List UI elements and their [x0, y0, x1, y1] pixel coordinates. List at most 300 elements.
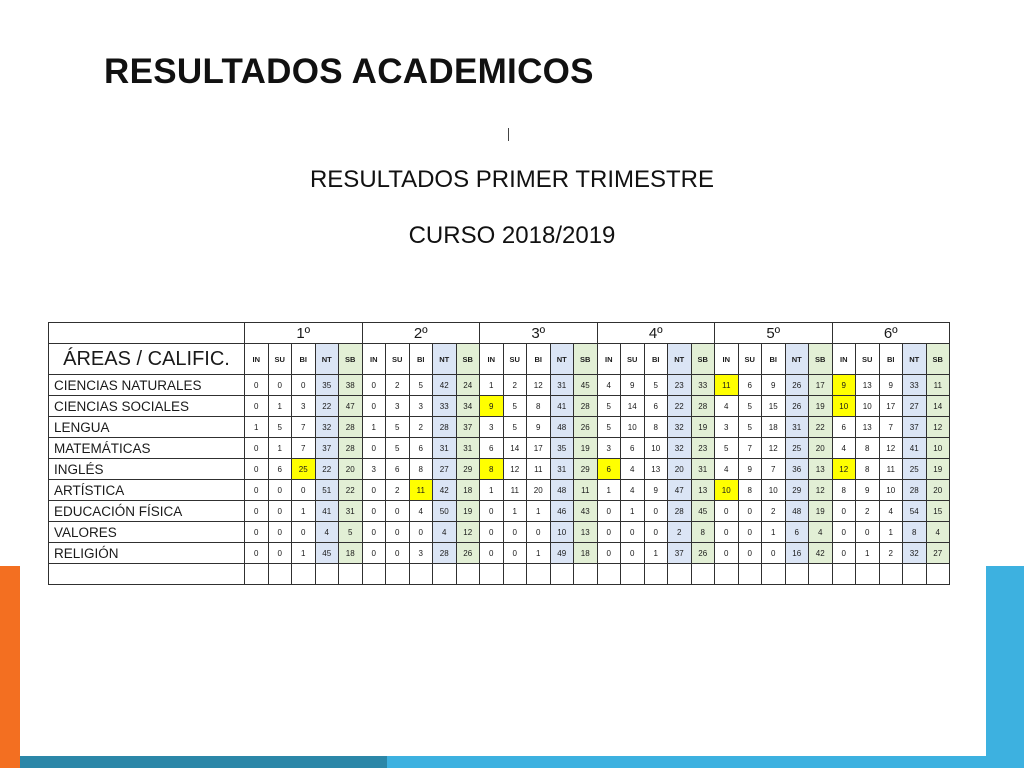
area-label: ARTÍSTICA: [49, 480, 245, 501]
value-cell: 0: [362, 396, 386, 417]
value-cell: 31: [785, 417, 809, 438]
value-cell: 50: [433, 501, 457, 522]
value-cell: 1: [527, 501, 551, 522]
slide-title: RESULTADOS ACADEMICOS: [104, 52, 594, 91]
table-row: [49, 459, 950, 480]
value-cell: 3: [362, 459, 386, 480]
code-header-sb: SB: [691, 344, 715, 375]
value-cell: 8: [738, 480, 762, 501]
value-cell: 2: [762, 501, 786, 522]
area-label: INGLÉS: [49, 459, 245, 480]
value-cell: 6: [597, 459, 621, 480]
value-cell: 1: [292, 543, 316, 564]
value-cell: 10: [644, 438, 668, 459]
value-cell: 8: [903, 522, 927, 543]
value-cell: 0: [738, 522, 762, 543]
code-header-bi: BI: [879, 344, 903, 375]
value-cell: 0: [268, 375, 292, 396]
column-header-row: [49, 344, 950, 375]
empty-cell: [597, 564, 621, 585]
value-cell: 1: [245, 417, 269, 438]
value-cell: 51: [315, 480, 339, 501]
value-cell: 10: [856, 396, 880, 417]
empty-cell: [926, 564, 950, 585]
value-cell: 4: [409, 501, 433, 522]
value-cell: 0: [245, 396, 269, 417]
value-cell: 38: [339, 375, 363, 396]
value-cell: 5: [738, 396, 762, 417]
value-cell: 1: [362, 417, 386, 438]
table-row: [49, 438, 950, 459]
value-cell: 22: [809, 417, 833, 438]
value-cell: 17: [879, 396, 903, 417]
value-cell: 6: [644, 396, 668, 417]
value-cell: 31: [550, 375, 574, 396]
value-cell: 41: [315, 501, 339, 522]
value-cell: 14: [926, 396, 950, 417]
value-cell: 37: [903, 417, 927, 438]
value-cell: 15: [762, 396, 786, 417]
value-cell: 12: [879, 438, 903, 459]
value-cell: 1: [879, 522, 903, 543]
value-cell: 7: [292, 438, 316, 459]
value-cell: 0: [292, 522, 316, 543]
value-cell: 5: [339, 522, 363, 543]
table-row: [49, 522, 950, 543]
empty-cell: [433, 564, 457, 585]
value-cell: 0: [245, 501, 269, 522]
code-header-sb: SB: [456, 344, 480, 375]
value-cell: 12: [762, 438, 786, 459]
value-cell: 47: [668, 480, 692, 501]
value-cell: 0: [268, 480, 292, 501]
value-cell: 4: [621, 459, 645, 480]
value-cell: 0: [644, 501, 668, 522]
empty-cell: [456, 564, 480, 585]
value-cell: 26: [691, 543, 715, 564]
value-cell: 10: [879, 480, 903, 501]
value-cell: 9: [762, 375, 786, 396]
value-cell: 10: [550, 522, 574, 543]
value-cell: 9: [480, 396, 504, 417]
value-cell: 41: [903, 438, 927, 459]
code-header-su: SU: [621, 344, 645, 375]
code-header-nt: NT: [785, 344, 809, 375]
value-cell: 0: [362, 522, 386, 543]
code-header-sb: SB: [339, 344, 363, 375]
area-label: VALORES: [49, 522, 245, 543]
value-cell: 20: [339, 459, 363, 480]
grade-header-row: [49, 323, 950, 344]
value-cell: 42: [809, 543, 833, 564]
value-cell: 0: [480, 543, 504, 564]
table-row: [49, 480, 950, 501]
value-cell: 54: [903, 501, 927, 522]
value-cell: 22: [339, 480, 363, 501]
value-cell: 20: [527, 480, 551, 501]
value-cell: 20: [809, 438, 833, 459]
value-cell: 10: [762, 480, 786, 501]
value-cell: 1: [268, 396, 292, 417]
code-header-su: SU: [856, 344, 880, 375]
value-cell: 47: [339, 396, 363, 417]
code-header-bi: BI: [292, 344, 316, 375]
table-row: [49, 396, 950, 417]
value-cell: 6: [832, 417, 856, 438]
value-cell: 0: [409, 522, 433, 543]
value-cell: 45: [574, 375, 598, 396]
value-cell: 7: [292, 417, 316, 438]
value-cell: 3: [292, 396, 316, 417]
value-cell: 41: [550, 396, 574, 417]
value-cell: 3: [386, 396, 410, 417]
value-cell: 31: [550, 459, 574, 480]
empty-cell: [715, 564, 739, 585]
value-cell: 0: [362, 375, 386, 396]
value-cell: 0: [832, 543, 856, 564]
empty-cell: [621, 564, 645, 585]
empty-cell: [644, 564, 668, 585]
code-header-su: SU: [268, 344, 292, 375]
value-cell: 1: [480, 480, 504, 501]
value-cell: 4: [715, 396, 739, 417]
empty-cell: [315, 564, 339, 585]
code-header-sb: SB: [926, 344, 950, 375]
code-header-in: IN: [480, 344, 504, 375]
empty-row: [49, 564, 950, 585]
value-cell: 7: [738, 438, 762, 459]
value-cell: 5: [503, 396, 527, 417]
value-cell: 8: [480, 459, 504, 480]
empty-cell: [785, 564, 809, 585]
value-cell: 4: [315, 522, 339, 543]
value-cell: 2: [856, 501, 880, 522]
value-cell: 0: [292, 480, 316, 501]
empty-cell: [386, 564, 410, 585]
value-cell: 13: [691, 480, 715, 501]
value-cell: 27: [903, 396, 927, 417]
value-cell: 43: [574, 501, 598, 522]
value-cell: 10: [715, 480, 739, 501]
value-cell: 0: [362, 480, 386, 501]
value-cell: 5: [644, 375, 668, 396]
value-cell: 0: [480, 522, 504, 543]
empty-cell: [762, 564, 786, 585]
grade-header-1: 1º: [245, 323, 363, 344]
value-cell: 45: [691, 501, 715, 522]
code-header-su: SU: [386, 344, 410, 375]
value-cell: 25: [785, 438, 809, 459]
value-cell: 11: [715, 375, 739, 396]
value-cell: 5: [386, 438, 410, 459]
value-cell: 26: [574, 417, 598, 438]
value-cell: 0: [480, 501, 504, 522]
value-cell: 2: [879, 543, 903, 564]
code-header-nt: NT: [903, 344, 927, 375]
value-cell: 28: [433, 543, 457, 564]
value-cell: 45: [315, 543, 339, 564]
value-cell: 32: [668, 438, 692, 459]
value-cell: 7: [762, 459, 786, 480]
table-row: [49, 375, 950, 396]
value-cell: 1: [597, 480, 621, 501]
value-cell: 37: [456, 417, 480, 438]
value-cell: 46: [550, 501, 574, 522]
value-cell: 19: [574, 438, 598, 459]
value-cell: 0: [268, 501, 292, 522]
value-cell: 28: [574, 396, 598, 417]
value-cell: 11: [926, 375, 950, 396]
value-cell: 1: [268, 438, 292, 459]
value-cell: 9: [832, 375, 856, 396]
value-cell: 6: [785, 522, 809, 543]
value-cell: 3: [409, 543, 433, 564]
grade-header-4: 4º: [597, 323, 715, 344]
value-cell: 22: [315, 396, 339, 417]
value-cell: 3: [480, 417, 504, 438]
value-cell: 14: [621, 396, 645, 417]
value-cell: 0: [597, 543, 621, 564]
value-cell: 32: [668, 417, 692, 438]
value-cell: 29: [785, 480, 809, 501]
value-cell: 12: [926, 417, 950, 438]
value-cell: 29: [456, 459, 480, 480]
value-cell: 8: [527, 396, 551, 417]
value-cell: 18: [762, 417, 786, 438]
value-cell: 0: [362, 438, 386, 459]
table-row: [49, 417, 950, 438]
grade-header-5: 5º: [715, 323, 833, 344]
value-cell: 2: [386, 480, 410, 501]
value-cell: 17: [809, 375, 833, 396]
value-cell: 6: [480, 438, 504, 459]
value-cell: 14: [503, 438, 527, 459]
area-label: CIENCIAS NATURALES: [49, 375, 245, 396]
value-cell: 8: [856, 459, 880, 480]
value-cell: 5: [597, 417, 621, 438]
value-cell: 48: [550, 417, 574, 438]
value-cell: 31: [339, 501, 363, 522]
value-cell: 7: [879, 417, 903, 438]
value-cell: 5: [386, 417, 410, 438]
value-cell: 12: [456, 522, 480, 543]
value-cell: 18: [456, 480, 480, 501]
report-subtitle: RESULTADOS PRIMER TRIMESTRE: [309, 166, 715, 193]
code-header-in: IN: [362, 344, 386, 375]
code-header-nt: NT: [550, 344, 574, 375]
value-cell: 18: [574, 543, 598, 564]
value-cell: 26: [785, 396, 809, 417]
empty-cell: [339, 564, 363, 585]
empty-cell: [691, 564, 715, 585]
value-cell: 8: [691, 522, 715, 543]
value-cell: 11: [409, 480, 433, 501]
value-cell: 16: [785, 543, 809, 564]
value-cell: 0: [245, 480, 269, 501]
value-cell: 19: [809, 501, 833, 522]
value-cell: 28: [668, 501, 692, 522]
value-cell: 12: [527, 375, 551, 396]
value-cell: 10: [926, 438, 950, 459]
value-cell: 0: [245, 522, 269, 543]
empty-cell: [550, 564, 574, 585]
value-cell: 0: [362, 543, 386, 564]
value-cell: 49: [550, 543, 574, 564]
value-cell: 4: [715, 459, 739, 480]
value-cell: 0: [715, 501, 739, 522]
value-cell: 12: [503, 459, 527, 480]
blank-corner-cell: [49, 323, 245, 344]
value-cell: 11: [527, 459, 551, 480]
empty-cell: [879, 564, 903, 585]
code-header-in: IN: [715, 344, 739, 375]
grade-header-6: 6º: [832, 323, 950, 344]
empty-cell: [409, 564, 433, 585]
value-cell: 33: [433, 396, 457, 417]
value-cell: 26: [785, 375, 809, 396]
empty-cell: [362, 564, 386, 585]
value-cell: 2: [409, 417, 433, 438]
value-cell: 19: [926, 459, 950, 480]
value-cell: 0: [362, 501, 386, 522]
value-cell: 37: [668, 543, 692, 564]
value-cell: 0: [715, 543, 739, 564]
code-header-in: IN: [832, 344, 856, 375]
orange-accent-bar: [0, 566, 20, 768]
value-cell: 20: [668, 459, 692, 480]
value-cell: 2: [668, 522, 692, 543]
empty-cell: [245, 564, 269, 585]
areas-header-cell: ÁREAS / CALIFIC.: [49, 344, 245, 375]
value-cell: 19: [456, 501, 480, 522]
code-header-bi: BI: [644, 344, 668, 375]
value-cell: 8: [856, 438, 880, 459]
value-cell: 1: [292, 501, 316, 522]
value-cell: 0: [245, 438, 269, 459]
empty-cell: [668, 564, 692, 585]
value-cell: 25: [903, 459, 927, 480]
value-cell: 48: [550, 480, 574, 501]
results-table-body: [49, 323, 950, 585]
value-cell: 31: [433, 438, 457, 459]
value-cell: 28: [691, 396, 715, 417]
value-cell: 11: [574, 480, 598, 501]
area-label: CIENCIAS SOCIALES: [49, 396, 245, 417]
value-cell: 3: [409, 396, 433, 417]
value-cell: 0: [856, 522, 880, 543]
code-header-bi: BI: [527, 344, 551, 375]
value-cell: 13: [644, 459, 668, 480]
area-label: EDUCACIÓN FÍSICA: [49, 501, 245, 522]
value-cell: 18: [339, 543, 363, 564]
value-cell: 8: [644, 417, 668, 438]
value-cell: 0: [715, 522, 739, 543]
table-row: [49, 501, 950, 522]
value-cell: 6: [621, 438, 645, 459]
value-cell: 4: [621, 480, 645, 501]
value-cell: 4: [597, 375, 621, 396]
value-cell: 13: [856, 417, 880, 438]
code-header-su: SU: [503, 344, 527, 375]
value-cell: 25: [292, 459, 316, 480]
value-cell: 8: [832, 480, 856, 501]
value-cell: 0: [832, 522, 856, 543]
bottom-accent-bar: [20, 756, 986, 768]
value-cell: 24: [456, 375, 480, 396]
empty-cell: [292, 564, 316, 585]
code-header-sb: SB: [574, 344, 598, 375]
value-cell: 5: [503, 417, 527, 438]
value-cell: 6: [268, 459, 292, 480]
value-cell: 0: [268, 543, 292, 564]
value-cell: 0: [292, 375, 316, 396]
empty-cell: [809, 564, 833, 585]
value-cell: 13: [856, 375, 880, 396]
value-cell: 2: [386, 375, 410, 396]
value-cell: 0: [386, 501, 410, 522]
value-cell: 11: [503, 480, 527, 501]
value-cell: 6: [386, 459, 410, 480]
value-cell: 9: [856, 480, 880, 501]
empty-cell: [527, 564, 551, 585]
text-cursor-mark: [508, 128, 509, 141]
value-cell: 13: [574, 522, 598, 543]
code-header-nt: NT: [668, 344, 692, 375]
grade-header-2: 2º: [362, 323, 480, 344]
value-cell: 19: [691, 417, 715, 438]
course-label: CURSO 2018/2019: [408, 222, 616, 249]
value-cell: 27: [926, 543, 950, 564]
value-cell: 0: [738, 543, 762, 564]
results-table: [48, 322, 950, 585]
value-cell: 1: [503, 501, 527, 522]
empty-cell: [856, 564, 880, 585]
value-cell: 42: [433, 480, 457, 501]
value-cell: 12: [832, 459, 856, 480]
value-cell: 0: [503, 522, 527, 543]
area-label: MATEMÁTICAS: [49, 438, 245, 459]
value-cell: 3: [715, 417, 739, 438]
value-cell: 5: [268, 417, 292, 438]
empty-cell: [49, 564, 245, 585]
value-cell: 5: [715, 438, 739, 459]
value-cell: 1: [644, 543, 668, 564]
value-cell: 0: [245, 459, 269, 480]
value-cell: 1: [856, 543, 880, 564]
value-cell: 0: [832, 501, 856, 522]
empty-cell: [480, 564, 504, 585]
value-cell: 31: [691, 459, 715, 480]
area-label: RELIGIÓN: [49, 543, 245, 564]
value-cell: 0: [245, 375, 269, 396]
value-cell: 26: [456, 543, 480, 564]
code-header-in: IN: [245, 344, 269, 375]
area-label: LENGUA: [49, 417, 245, 438]
value-cell: 2: [503, 375, 527, 396]
value-cell: 1: [621, 501, 645, 522]
value-cell: 6: [409, 438, 433, 459]
value-cell: 15: [926, 501, 950, 522]
value-cell: 28: [903, 480, 927, 501]
value-cell: 42: [433, 375, 457, 396]
value-cell: 1: [480, 375, 504, 396]
value-cell: 23: [691, 438, 715, 459]
value-cell: 37: [315, 438, 339, 459]
code-header-in: IN: [597, 344, 621, 375]
empty-cell: [574, 564, 598, 585]
value-cell: 4: [879, 501, 903, 522]
empty-cell: [503, 564, 527, 585]
